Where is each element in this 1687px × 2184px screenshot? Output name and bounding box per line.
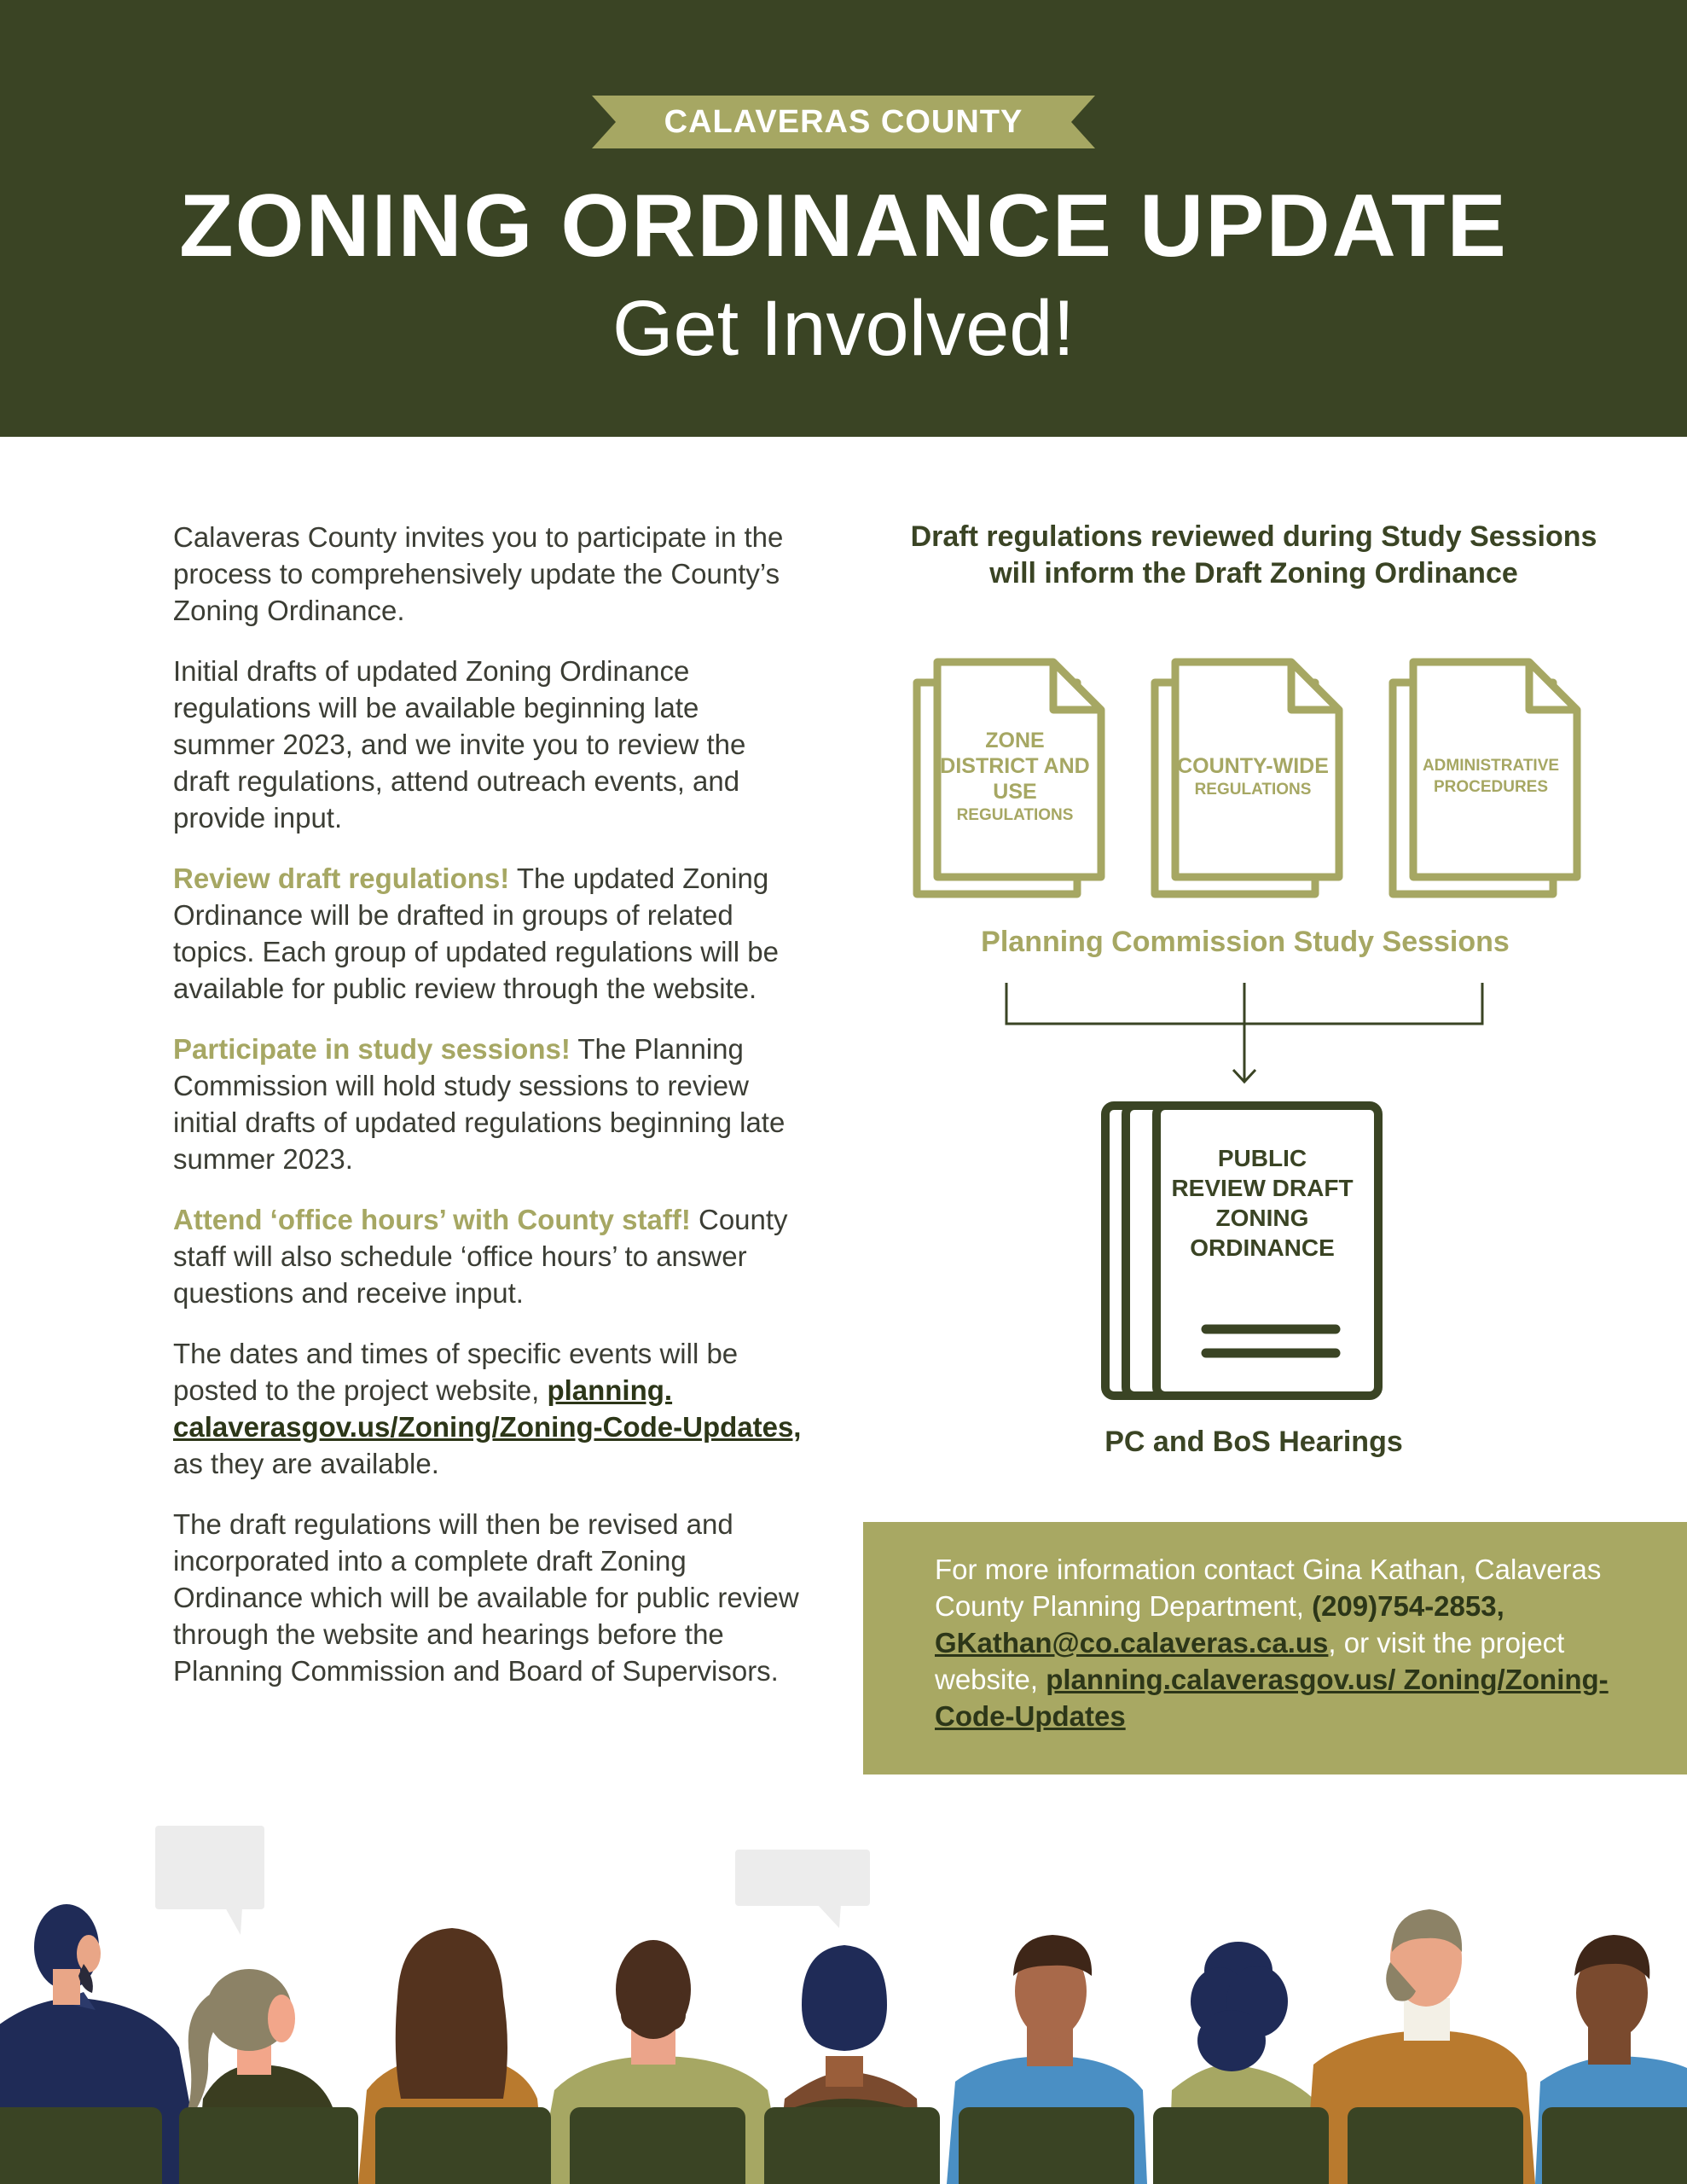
administrative-title: ADMINISTRATIVE PROCEDURES bbox=[1422, 757, 1560, 796]
participate-paragraph bbox=[173, 1031, 804, 1177]
dates-text-end: as they are available. bbox=[173, 1448, 439, 1479]
ribbon-label: CALAVERAS COUNTY bbox=[664, 104, 1023, 140]
review-heading: Review draft regulations! bbox=[173, 863, 510, 894]
flow-connector-arrow bbox=[989, 981, 1501, 1092]
dates-text: The dates and times of specific events will be posted to the project website, bbox=[173, 1338, 739, 1406]
hearings-label: PC and BoS Hearings bbox=[1104, 1426, 1403, 1458]
zone-district-subtitle: REGULATIONS bbox=[956, 805, 1074, 824]
speech-bubble-icon bbox=[735, 1850, 870, 1928]
final-paragraph: The draft regulations will then be revised and incorporated into a complete draft Zoning Ordinance which will be available for public review through the website and hearings before the Planning Commission and Board of Supervisors. bbox=[173, 1508, 799, 1687]
contact-phone[interactable]: (209)754-2853, bbox=[1312, 1590, 1504, 1622]
participate-text: The Planning Commission will hold study sessions to review initial drafts of updated regulations beginning late summer 2023. bbox=[173, 1033, 786, 1175]
participate-heading: Participate in study sessions! bbox=[173, 1033, 571, 1065]
project-website-link[interactable]: planning. calaverasgov.us/Zoning/Zoning-Code-Updates, bbox=[173, 1374, 802, 1443]
review-paragraph bbox=[173, 860, 804, 1007]
office-hours-text: County staff will also schedule ‘office hours’ to answer questions and receive input. bbox=[173, 1204, 788, 1309]
administrative-label bbox=[1415, 691, 1567, 862]
zone-district-label bbox=[939, 691, 1091, 862]
drafts-paragraph: Initial drafts of updated Zoning Ordinance regulations will be available beginning late summer 2023, and we invite you to review the draft regulations, attend outreach events, and provide input. bbox=[173, 655, 746, 834]
contact-website-link[interactable]: planning.calaverasgov.us/ Zoning/Zoning-Code-Updates bbox=[935, 1664, 1609, 1732]
zone-district-title: ZONE DISTRICT AND USE bbox=[940, 728, 1090, 804]
contact-intro: For more information contact Gina Kathan, Calaveras County Planning Department, bbox=[935, 1554, 1602, 1622]
contact-box bbox=[863, 1522, 1687, 1774]
chairs-row bbox=[0, 2107, 1687, 2184]
office-hours-heading: Attend ‘office hours’ with County staff! bbox=[173, 1204, 691, 1235]
countywide-label bbox=[1177, 691, 1329, 862]
contact-email-link[interactable]: GKathan@co.calaveras.ca.us bbox=[935, 1627, 1329, 1658]
countywide-subtitle: REGULATIONS bbox=[1194, 780, 1312, 799]
public-review-draft-book-icon bbox=[1100, 1101, 1387, 1404]
book-title: PUBLIC REVIEW DRAFT ZONING ORDINANCE bbox=[1171, 1145, 1354, 1261]
speech-bubble-icon bbox=[155, 1826, 264, 1935]
study-sessions-label: Planning Commission Study Sessions bbox=[981, 926, 1510, 958]
countywide-document-icon bbox=[1146, 657, 1351, 904]
countywide-title: COUNTY-WIDE bbox=[1177, 753, 1329, 778]
review-text: The updated Zoning Ordinance will be drafted in groups of related topics. Each group of updated regulations will be available for public review through the website. bbox=[173, 863, 779, 1004]
intro-column bbox=[173, 519, 804, 1713]
office-hours-paragraph bbox=[173, 1201, 804, 1311]
zone-district-document-icon bbox=[908, 657, 1113, 904]
page-title: ZONING ORDINANCE UPDATE bbox=[179, 177, 1508, 276]
administrative-document-icon bbox=[1384, 657, 1589, 904]
header-banner bbox=[0, 0, 1687, 437]
contact-mid: , or visit the project website, bbox=[935, 1627, 1565, 1695]
contact-text bbox=[935, 1551, 1609, 1734]
county-ribbon bbox=[592, 96, 1095, 148]
page-subtitle: Get Involved! bbox=[612, 285, 1075, 372]
dates-paragraph bbox=[173, 1335, 804, 1482]
intro-paragraph: Calaveras County invites you to participate in the process to comprehensively update the County’s Zoning Ordinance. bbox=[173, 521, 784, 626]
audience-illustration bbox=[0, 1809, 1687, 2184]
diagram-title: Draft regulations reviewed during Study Sessions will inform the Draft Zoning Ordinance bbox=[910, 520, 1597, 590]
